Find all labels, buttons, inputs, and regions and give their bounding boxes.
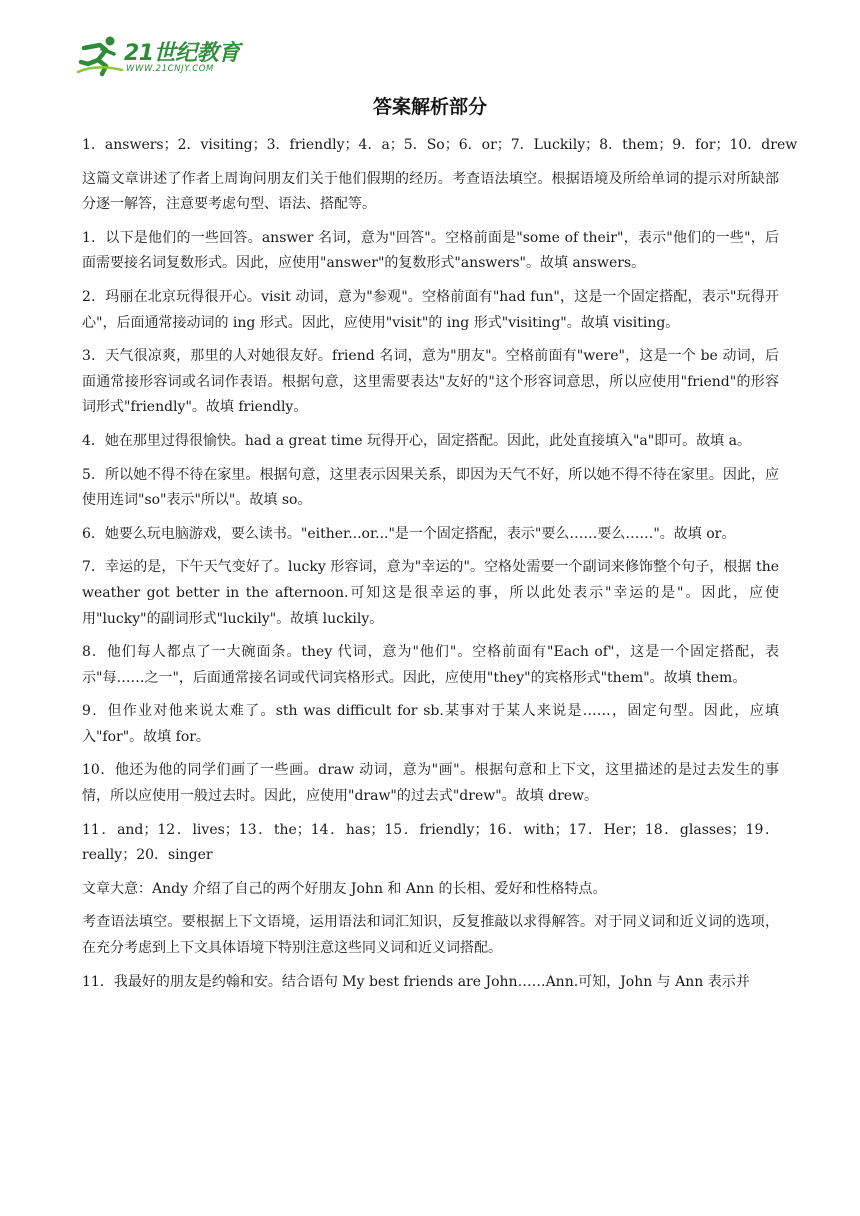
explanation-item-10: 10．他还为他的同学们画了一些画。draw 动词，意为"画"。根据句意和上下文，这里描述的是过去发生的事情，所以应使用一般过去时。因此，应使用"draw"的过去式"drew"。故填 drew。 [82, 762, 779, 805]
explanation-item-9: 9．但作业对他来说太难了。sth was difficult for sb.某事对于某人来说是……，固定句型。因此，应填入"for"。故填 for。 [82, 703, 779, 745]
explanation-item-7: 7．幸运的是，下午天气变好了。lucky 形容词，意为"幸运的"。空格处需要一个副词来修饰整个句子，根据 the weather got better in the afternoon.可知这是很幸运的事，所以此处表示"幸运的是"。因此，应使用"lucky"的副词形式"luckily"。故填 luckily。 [82, 559, 779, 627]
logo-main-text: 21世纪教育 [124, 41, 240, 66]
page-title: 答案解析部分 [372, 96, 487, 118]
explanation-item-5: 5．所以她不得不待在家里。根据句意，这里表示因果关系，即因为天气不好，所以她不得不待在家里。因此，应使用连词"so"表示"所以"。故填 so。 [82, 466, 779, 509]
explanation-item-6: 6．她要么玩电脑游戏，要么读书。"either...or..."是一个固定搭配，表示"要么……要么……"。故填 or。 [82, 525, 736, 542]
runner-logo-icon [76, 34, 124, 78]
logo-url-text: WWW.21CNJY.COM [126, 64, 214, 74]
explanation-item-8: 8．他们每人都点了一大碗面条。they 代词，意为"他们"。空格前面有"Each of"，这是一个固定搭配，表示"每……之一"，后面通常接名词或代词宾格形式。因此，应使用"they"的宾格形式"them"。故填 them。 [82, 644, 779, 686]
passage-summary-1: 这篇文章讲述了作者上周询问朋友们关于他们假期的经历。考查语法填空。根据语境及所给单词的提示对所缺部分逐一解答，注意要考虑句型、语法、搭配等。 [82, 170, 779, 213]
explanation-item-1: 1．以下是他们的一些回答。answer 名词，意为"回答"。空格前面是"some of their"，表示"他们的一些"，后面需要接名词复数形式。因此，应使用"answer"的复数形式"answers"。故填 answers。 [82, 229, 779, 272]
answer-explanation-body [82, 133, 798, 1003]
explanation-item-2: 2．玛丽在北京玩得很开心。visit 动词，意为"参观"。空格前面有"had fun"，这是一个固定搭配，表示"玩得开心"，后面通常接动词的 ing 形式。因此，应使用"visit"的 ing 形式"visiting"。故填 visiting。 [82, 288, 779, 331]
passage-summary-2: 文章大意：Andy 介绍了自己的两个好朋友 John 和 Ann 的长相、爱好和性格特点。 [82, 880, 607, 897]
explanation-item-4: 4．她在那里过得很愉快。had a great time 玩得开心，固定搭配。因此，此处直接填入"a"即可。故填 a。 [82, 432, 751, 449]
site-logo [76, 34, 246, 78]
explanation-item-3: 3．天气很凉爽，那里的人对她很友好。friend 名词，意为"朋友"。空格前面有"were"，这是一个 be 动词，后面通常接形容词或名词作表语。根据句意，这里需要表达"友好的"这个形容词意思，所以应使用"friend"的形容词形式"friendly"。故填 friendly。 [82, 348, 779, 416]
explanation-item-11: 11．我最好的朋友是约翰和安。结合语句 My best friends are John……Ann.可知，John 与 Ann 表示并 [82, 973, 750, 990]
answer-key-line-1: 1．answers；2．visiting；3．friendly；4．a；5．So；6．or；7．Luckily；8．them；9．for；10．drew [82, 137, 798, 153]
question-type-note: 考查语法填空。要根据上下文语境，运用语法和词汇知识，反复推敲以求得解答。对于同义词和近义词的选项，在充分考虑到上下文具体语境下特别注意这些同义词和近义词搭配。 [82, 914, 779, 957]
answer-key-line-2: 11．and；12．lives；13．the；14．has；15．friendly；16．with；17．Her；18．glasses；19．really；20．singer [82, 821, 779, 864]
